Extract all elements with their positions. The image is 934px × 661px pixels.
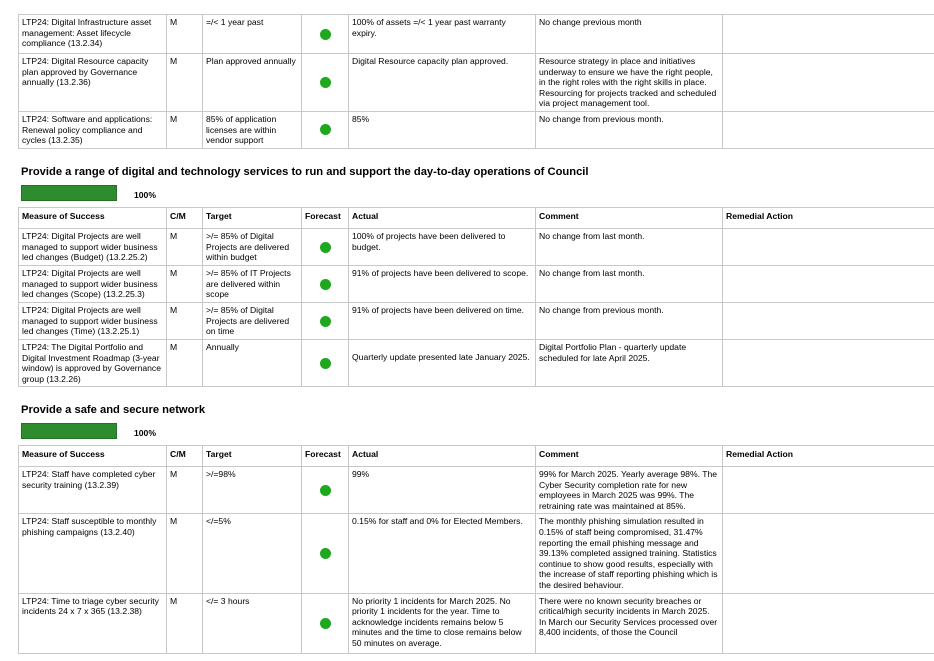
header-target: Target: [203, 446, 302, 467]
header-remedial: Remedial Action: [723, 446, 934, 467]
assets-table: [18, 14, 934, 149]
cm-cell: M: [167, 340, 203, 387]
table-row: [19, 303, 934, 340]
header-actual: Actual: [349, 446, 536, 467]
actual-cell: 91% of projects have been delivered to scope.: [349, 266, 536, 303]
actual-cell: 85%: [349, 111, 536, 148]
target-cell: </= 3 hours: [203, 593, 302, 653]
cm-cell: M: [167, 303, 203, 340]
measure-cell: LTP24: Staff have completed cyber security training (13.2.39): [19, 467, 167, 514]
table-row: [19, 54, 934, 112]
target-cell: >/= 85% of Digital Projects are delivered on time: [203, 303, 302, 340]
header-comment: Comment: [536, 446, 723, 467]
comment-cell: No change previous month: [536, 15, 723, 54]
actual-cell: 91% of projects have been delivered on time.: [349, 303, 536, 340]
table-row: [19, 340, 934, 387]
progress-bar: [21, 423, 117, 439]
header-cm: C/M: [167, 208, 203, 229]
forecast-cell: [302, 54, 349, 112]
target-cell: Plan approved annually: [203, 54, 302, 112]
actual-text: Quarterly update presented late January 2025.: [352, 352, 530, 362]
table-row: [19, 514, 934, 593]
measure-cell: LTP24: Digital Projects are well managed to support wider business led changes (Time) (13.2.25.1): [19, 303, 167, 340]
status-green-icon: [320, 77, 331, 88]
comment-cell: Digital Portfolio Plan - quarterly update scheduled for late April 2025.: [536, 340, 723, 387]
measure-cell: LTP24: Time to triage cyber security incidents 24 x 7 x 365 (13.2.38): [19, 593, 167, 653]
comment-cell: No change from previous month.: [536, 303, 723, 340]
measure-cell: LTP24: Digital Resource capacity plan approved by Governance annually (13.2.36): [19, 54, 167, 112]
cm-cell: M: [167, 111, 203, 148]
progress-bar-fill: [22, 424, 116, 438]
security-table: [18, 445, 934, 654]
header-actual: Actual: [349, 208, 536, 229]
remedial-cell: [723, 15, 934, 54]
progress-label: 100%: [134, 190, 156, 200]
remedial-cell: [723, 229, 934, 266]
status-green-icon: [320, 124, 331, 135]
measure-cell: LTP24: Digital Projects are well managed to support wider business led changes (Scope) (13.2.25.3): [19, 266, 167, 303]
table-row: [19, 467, 934, 514]
forecast-cell: [302, 340, 349, 387]
actual-cell: No priority 1 incidents for March 2025. No priority 1 incidents for the year. Time to acknowledge incidents remains below 5 minutes and the time to close remains below 50 minutes on average.: [349, 593, 536, 653]
status-green-icon: [320, 316, 331, 327]
remedial-cell: [723, 340, 934, 387]
target-cell: Annually: [203, 340, 302, 387]
actual-cell: Digital Resource capacity plan approved.: [349, 54, 536, 112]
comment-cell: No change from previous month.: [536, 111, 723, 148]
section-title: Provide a range of digital and technology services to run and support the day-to-day operations of Council: [21, 166, 589, 178]
status-green-icon: [320, 548, 331, 559]
header-forecast: Forecast: [302, 208, 349, 229]
forecast-cell: [302, 303, 349, 340]
forecast-cell: [302, 593, 349, 653]
remedial-cell: [723, 266, 934, 303]
forecast-cell: [302, 229, 349, 266]
forecast-cell: [302, 111, 349, 148]
actual-cell: [349, 340, 536, 387]
table-row: [19, 15, 934, 54]
comment-cell: Resource strategy in place and initiatives underway to ensure we have the right people, in the right roles with the right skills in place. Resourcing for projects tracked and scheduled via project management tool.: [536, 54, 723, 112]
target-cell: >/= 85% of IT Projects are delivered within scope: [203, 266, 302, 303]
target-cell: </=5%: [203, 514, 302, 593]
cm-cell: M: [167, 266, 203, 303]
status-green-icon: [320, 485, 331, 496]
comment-cell: There were no known security breaches or critical/high security incidents in March 2025. In March our Security Services processed over 8,400 incidents, of those the Council: [536, 593, 723, 653]
remedial-cell: [723, 593, 934, 653]
actual-cell: 99%: [349, 467, 536, 514]
digital-services-table: [18, 207, 934, 387]
target-cell: >/=98%: [203, 467, 302, 514]
table-header: [19, 208, 934, 229]
measure-cell: LTP24: Staff susceptible to monthly phishing campaigns (13.2.40): [19, 514, 167, 593]
target-cell: =/< 1 year past: [203, 15, 302, 54]
cm-cell: M: [167, 54, 203, 112]
remedial-cell: [723, 54, 934, 112]
remedial-cell: [723, 111, 934, 148]
target-cell: >/= 85% of Digital Projects are delivered within budget: [203, 229, 302, 266]
table-row: [19, 593, 934, 653]
header-forecast: Forecast: [302, 446, 349, 467]
status-green-icon: [320, 618, 331, 629]
table-row: [19, 229, 934, 266]
forecast-cell: [302, 15, 349, 54]
header-measure: Measure of Success: [19, 446, 167, 467]
remedial-cell: [723, 467, 934, 514]
comment-cell: 99% for March 2025. Yearly average 98%. The Cyber Security completion rate for new employees in March 2025 was 99%. The retraining rate was maintained at 85%.: [536, 467, 723, 514]
status-green-icon: [320, 242, 331, 253]
header-remedial: Remedial Action: [723, 208, 934, 229]
cm-cell: M: [167, 593, 203, 653]
cm-cell: M: [167, 15, 203, 54]
table-row: [19, 266, 934, 303]
actual-cell: 100% of projects have been delivered to budget.: [349, 229, 536, 266]
table-header: [19, 446, 934, 467]
status-green-icon: [320, 29, 331, 40]
forecast-cell: [302, 514, 349, 593]
cm-cell: M: [167, 514, 203, 593]
table-row: [19, 111, 934, 148]
actual-cell: 100% of assets =/< 1 year past warranty expiry.: [349, 15, 536, 54]
measure-cell: LTP24: Software and applications: Renewal policy compliance and cycles (13.2.35): [19, 111, 167, 148]
remedial-cell: [723, 514, 934, 593]
measure-cell: LTP24: Digital Projects are well managed to support wider business led changes (Budget) (13.2.25.2): [19, 229, 167, 266]
section-title: Provide a safe and secure network: [21, 404, 206, 416]
actual-cell: 0.15% for staff and 0% for Elected Members.: [349, 514, 536, 593]
header-comment: Comment: [536, 208, 723, 229]
progress-bar: [21, 185, 117, 201]
header-measure: Measure of Success: [19, 208, 167, 229]
measure-cell: LTP24: The Digital Portfolio and Digital Investment Roadmap (3-year window) is approved by Governance group (13.2.26): [19, 340, 167, 387]
progress-bar-fill: [22, 186, 116, 200]
header-cm: C/M: [167, 446, 203, 467]
progress-label: 100%: [134, 428, 156, 438]
status-green-icon: [320, 358, 331, 369]
measure-cell: LTP24: Digital Infrastructure asset management: Asset lifecycle compliance (13.2.34): [19, 15, 167, 54]
header-target: Target: [203, 208, 302, 229]
remedial-cell: [723, 303, 934, 340]
cm-cell: M: [167, 229, 203, 266]
forecast-cell: [302, 266, 349, 303]
comment-cell: No change from last month.: [536, 266, 723, 303]
cm-cell: M: [167, 467, 203, 514]
comment-cell: The monthly phishing simulation resulted in 0.15% of staff being compromised, 31.47% reporting the email phishing message and 39.13% completed assigned training. Statistics continue to show good results, especially with the increase of staff reporting phishing which is the desired behaviour.: [536, 514, 723, 593]
status-green-icon: [320, 279, 331, 290]
comment-cell: No change from last month.: [536, 229, 723, 266]
forecast-cell: [302, 467, 349, 514]
target-cell: 85% of application licenses are within vendor support: [203, 111, 302, 148]
